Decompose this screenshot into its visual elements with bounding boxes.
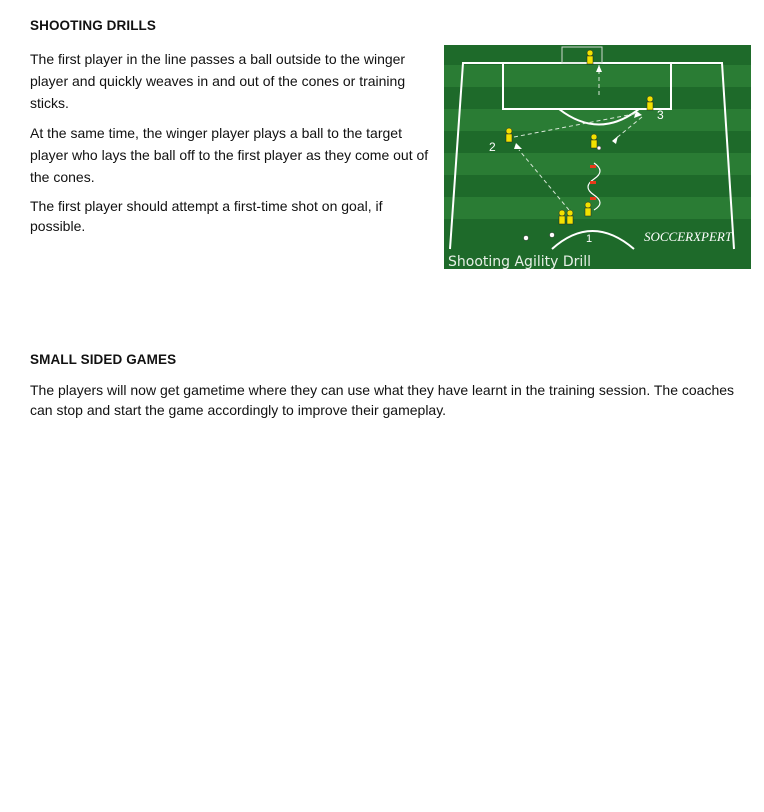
paragraph-drill-step-2: At the same time, the winger player plays a ball to the target player who lays the ball off to the first player as they come out of the cones. <box>30 125 429 185</box>
cone <box>590 181 596 184</box>
ball-icon <box>550 233 555 238</box>
player-goalkeeper-icon <box>587 50 593 64</box>
marker-two: 2 <box>489 140 496 154</box>
cone <box>590 165 596 168</box>
marker-one: 1 <box>586 233 593 245</box>
drill-diagram-image <box>444 45 751 269</box>
drill-diagram-svg <box>444 45 751 269</box>
pitch-stripe <box>444 65 751 87</box>
figure-caption: Shooting Agility Drill <box>448 254 592 269</box>
paragraph-drill-step-1: The first player in the line passes a ball outside to the winger player and quickly weaves in and out of the cones or training sticks. <box>30 51 406 111</box>
pitch-stripe <box>444 153 751 175</box>
ball-icon <box>524 236 529 241</box>
marker-three: 3 <box>657 108 664 122</box>
section-heading-small-sided-games: SMALL SIDED GAMES <box>30 352 177 367</box>
pitch-stripe <box>444 109 751 131</box>
player-winger-2-icon <box>506 128 512 142</box>
paragraph-drill-step-3: The first player should attempt a first-time shot on goal, if possible. <box>30 198 383 234</box>
section-heading-shooting-drills: SHOOTING DRILLS <box>30 18 156 33</box>
ball-icon <box>597 146 601 150</box>
player-target-3-icon <box>647 96 653 110</box>
soccerxpert-logo: SOCCERXPERT <box>644 229 733 244</box>
paragraph-small-sided-games: The players will now get gametime where they can use what they have learnt in the training session. The coaches can stop and start the game accordingly to improve their gameplay. <box>30 382 735 418</box>
cone <box>590 197 596 200</box>
player-striker-icon <box>591 134 597 148</box>
